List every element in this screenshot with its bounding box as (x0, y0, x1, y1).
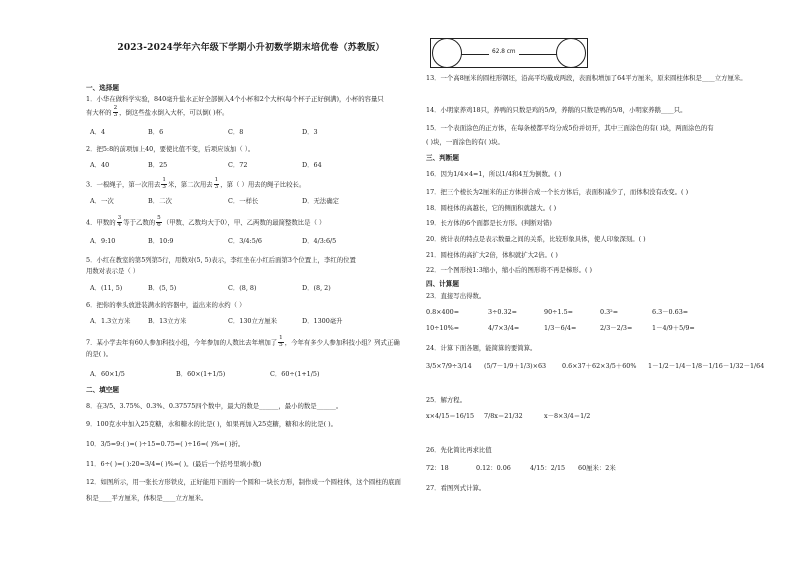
question-27-title: 27．看图列式计算。 (426, 484, 486, 492)
question-7-line2: 的是( )。 (86, 350, 113, 358)
question-12-line2: 积是____平方厘米，体积是____立方厘米。 (86, 494, 208, 502)
circle-left (432, 38, 462, 68)
option-c[interactable]: C．(8, 8) (228, 284, 257, 292)
question-15-line1: 15．一个表面涂色的正方体，在每条棱都平均分成5份并切开，其中三面涂色的有( )块，两面涂色的有 (426, 124, 714, 132)
question-6-text: 6．把你的拳头放进装满水的容器中，溢出来的水约（ ） (86, 301, 246, 309)
question-17-text: 17．把三个棱长为2厘米的正方体拼合成一个长方体后，表面积减少了，而体积没有改变。( ) (426, 188, 689, 196)
option-b[interactable]: B．(5, 5) (148, 284, 177, 292)
question-11-text: 11．6÷( )=( ):20=3/4=( )%=( )。(最后一个括号里填小数) (86, 460, 262, 468)
question-19-text: 19．长方体的6个面都是长方形。(判断对错) (426, 219, 552, 227)
fraction (117, 216, 123, 229)
section-heading-calc: 四、计算题 (426, 280, 459, 288)
ratio-item: 4/15：2/15 (530, 464, 566, 472)
calc-item: 0.6×37＋62×3/5＋60% (562, 362, 637, 370)
fraction-denominator: 6 (157, 221, 161, 228)
question-18-text: 18．圆柱体的高越长，它的侧面积就越大。( ) (426, 204, 557, 212)
question-8-text: 8．在3/5、3.75%、0.3%、0.37575四个数中，最大的数是______，最小的数是______。 (86, 402, 343, 410)
question-22-text: 22．一个图形按1:3缩小，缩小后的图形将不再是梯形。( ) (426, 266, 593, 274)
question-7-text-b: ，今年有多少人参加科技小组？列式正确 (284, 338, 400, 347)
option-c[interactable]: C．130立方厘米 (228, 317, 278, 325)
question-21-text: 21．圆柱体的高扩大2倍，体积就扩大2倍。( ) (426, 251, 558, 259)
question-7-text-a: 7．某小学去年有60人参加科技小组，今年参加的人数比去年增加了 (86, 338, 278, 347)
option-b[interactable]: B．二次 (148, 197, 172, 205)
equation-item: x×4/15＝16/15 (426, 412, 475, 420)
option-a[interactable]: A．60×1/5 (90, 370, 125, 378)
option-c[interactable]: C．8 (228, 128, 244, 136)
option-a[interactable]: A．9:10 (90, 237, 116, 245)
question-4-text-c: （甲数、乙数均大于0），甲、乙两数的最简整数比是（ ） (162, 218, 326, 227)
option-a[interactable]: A．40 (90, 161, 110, 169)
calc-item: (5/7－1/9＋1/3)×63 (484, 362, 547, 370)
fraction-denominator: 3 (214, 183, 219, 190)
ratio-item: 0.12：0.06 (476, 464, 511, 472)
calc-item: 4/7×3/4= (488, 324, 520, 332)
question-1-line1: 1．小华在做科学实验，840毫升盐水正好全部倒入4个小杯和2个大杯(每个杯子正好倒满)，小杯的容量只 (86, 95, 384, 103)
question-14-text: 14．小明家养鸡18只，养鸭的只数是鸡的5/9，养鹅的只数是鸭的5/8，小明家养鹅____只。 (426, 106, 687, 114)
option-d[interactable]: D．64 (302, 161, 322, 169)
question-12-line1: 12．如图所示，用一张长方形铁皮，正好能用下面的一个圆和一块长方形，制作成一个圆柱体，这个圆柱的底面 (86, 478, 401, 486)
question-26-title: 26．先化简比再求比值 (426, 446, 492, 454)
calc-item: 6.3－0.63= (652, 308, 689, 316)
calc-item: 1－1/2－1/4－1/8－1/16－1/32－1/64 (648, 362, 765, 370)
question-3-text-c: ，第（ ）用去的绳子比较长。 (220, 180, 306, 189)
fraction-denominator: 5 (279, 341, 283, 348)
fraction-denominator: 3 (162, 183, 166, 190)
calc-item: 2/3－2/3= (600, 324, 633, 332)
calc-item: 90÷1.5= (544, 308, 574, 316)
option-d[interactable]: D．4/3:6/5 (302, 237, 337, 245)
page-title: 2023-2024学年六年级下学期小升初数学期末培优卷（苏教版） (117, 43, 385, 53)
section-heading-fill: 二、填空题 (86, 386, 119, 394)
option-c[interactable]: C．一样长 (228, 197, 259, 205)
option-a[interactable]: A．(11, 5) (90, 284, 123, 292)
option-a[interactable]: A．4 (90, 128, 106, 136)
cylinder-net-figure (430, 38, 588, 68)
calc-item: 1－4/9＋5/9= (652, 324, 695, 332)
calc-item: 0.8×400= (426, 308, 460, 316)
option-c[interactable]: C．3/4:5/6 (228, 237, 263, 245)
fraction-numerator: 5 (157, 215, 161, 221)
equation-item: 7/8x＝21/32 (484, 412, 523, 420)
option-b[interactable]: B．13立方米 (148, 317, 187, 325)
question-24-title: 24．计算下面各题，能简算的要简算。 (426, 344, 537, 352)
question-4-text-b: 等于乙数的 (123, 218, 156, 227)
question-15-line2: ( )块，一面涂色的有( )块。 (426, 138, 504, 146)
calc-item: 3÷0.32= (488, 308, 518, 316)
question-5-line1: 5．小红在教室的第5列第5行，用数对(5, 5)表示，李红坐在小红后面第3个位置上，李红的位置 (86, 256, 356, 264)
option-c[interactable]: C．72 (228, 161, 248, 169)
fraction-denominator: 4 (117, 221, 122, 228)
option-b[interactable]: B．25 (148, 161, 168, 169)
option-b[interactable]: B．10:9 (148, 237, 174, 245)
question-10-text: 10．3/5=9:( )=( )÷15=0.75=( )÷16=( )%=( )折。 (86, 440, 245, 448)
option-d[interactable]: D．3 (302, 128, 318, 136)
question-5-line2: 用数对表示是（ ） (86, 267, 140, 275)
section-heading-judge: 三、判断题 (426, 154, 459, 162)
question-13-text: 13．一个高8厘米的圆柱形钢坯，沿高平均截成两段，表面积增加了64平方厘米，原来圆柱体积是____立方厘米。 (426, 74, 747, 82)
option-c[interactable]: C．60÷(1+1/5) (270, 370, 320, 378)
calc-item: 10÷10%= (426, 324, 460, 332)
calc-item: 1/3－6/4= (544, 324, 577, 332)
question-16-text: 16．因为1/4×4=1，所以1/4和4互为倒数。( ) (426, 170, 562, 178)
question-23-title: 23．直接写出得数。 (426, 292, 486, 300)
section-heading-choice: 一、选择题 (86, 84, 119, 92)
fraction-numerator: 1 (214, 177, 219, 183)
ratio-item: 72：18 (426, 464, 449, 472)
option-b[interactable]: B．6 (148, 128, 164, 136)
ratio-item: 60厘米：2米 (578, 464, 616, 472)
question-4-text (86, 216, 325, 229)
fraction-numerator: 3 (117, 215, 122, 221)
question-1-text-a: 有大杯的 (86, 108, 112, 117)
question-7-line1 (86, 336, 400, 349)
fraction (161, 178, 167, 191)
fraction-numerator: 2 (113, 105, 118, 111)
option-a[interactable]: A．一次 (90, 197, 114, 205)
question-3-text-a: 3．一根绳子，第一次用去 (86, 180, 161, 189)
dimension-line (461, 51, 557, 57)
option-d[interactable]: D．无法确定 (302, 197, 340, 205)
calc-item: 3/5×7/9÷3/14 (426, 362, 472, 370)
fraction (214, 178, 220, 191)
fraction-denominator: 3 (113, 111, 118, 118)
fraction-numerator: 1 (279, 335, 283, 341)
question-1-text-b: ，倒这些盐水倒入大杯，可以倒( )杯。 (119, 108, 229, 117)
fraction (156, 216, 162, 229)
question-9-text: 9．100克水中加入25克糖，水和糖水的比是( )，如果再加入25克糖，糖和水的比是( )。 (86, 420, 338, 428)
equation-item: x－8×3/4＝1/2 (544, 412, 591, 420)
option-b[interactable]: B．60×(1+1/5) (176, 370, 226, 378)
question-3-text-b: 米，第二次用去 (167, 180, 213, 189)
dimension-label: 62.8 cm (489, 49, 519, 55)
option-d[interactable]: D．(8, 2) (302, 284, 331, 292)
option-d[interactable]: D．1300毫升 (302, 317, 343, 325)
fraction (278, 336, 284, 349)
question-25-title: 25．解方程。 (426, 396, 467, 404)
question-3-text (86, 178, 305, 191)
question-2-text: 2．把5:8的前项加上40，要使比值不变，后项应该加（ ）。 (86, 145, 255, 153)
question-20-text: 20．统计表的特点是表示数量之间的关系，比较形象具体，使人印象深刻。( ) (426, 235, 646, 243)
fraction (113, 106, 119, 119)
question-1-line2 (86, 106, 228, 119)
circle-right (556, 38, 586, 68)
fraction-numerator: 1 (162, 177, 166, 183)
option-a[interactable]: A．1.3立方米 (90, 317, 131, 325)
question-4-text-a: 4．甲数的 (86, 218, 116, 227)
calc-item: 0.3²= (600, 308, 619, 316)
